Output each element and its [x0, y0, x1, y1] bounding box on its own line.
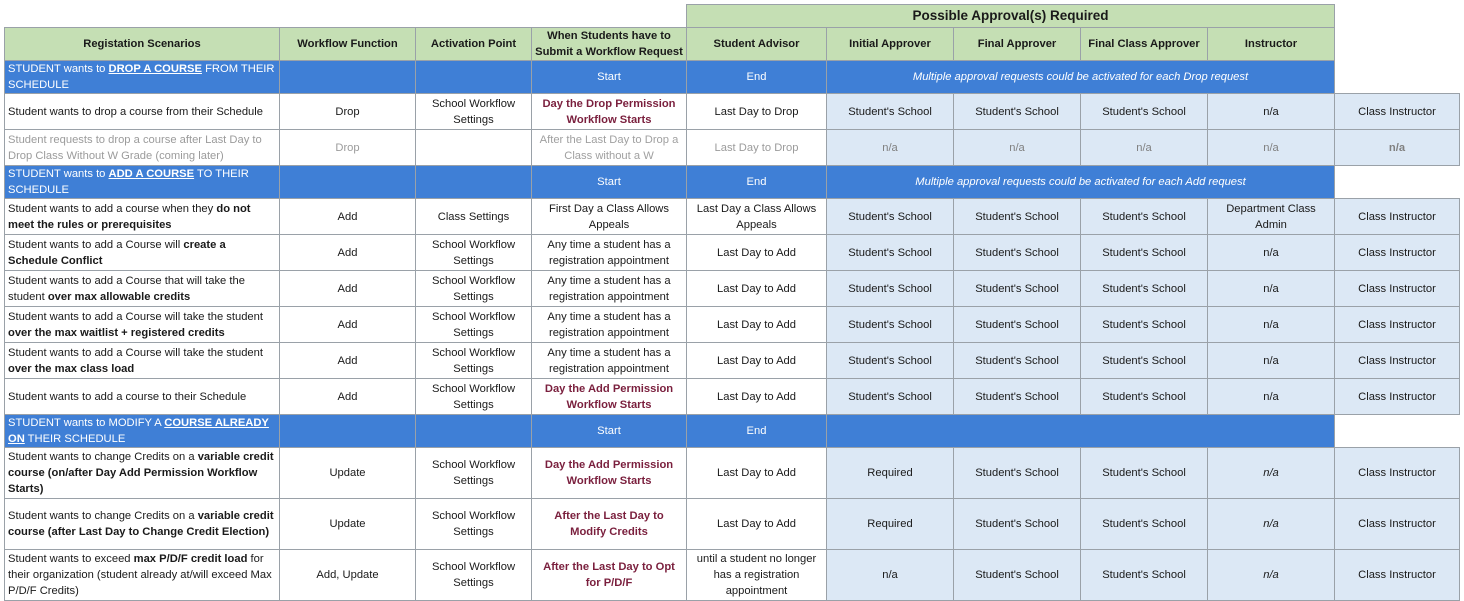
instructor-cell: Class Instructor — [1335, 550, 1460, 601]
section-drop — [5, 61, 1460, 94]
start-cell: After the Last Day to Opt for P/D/F — [532, 550, 687, 601]
scenario-cell: Student wants to add a Course that will take the student over max allowable credits — [5, 271, 280, 307]
advisor-cell: n/a — [827, 130, 954, 166]
end-cell: Last Day a Class Allows Appeals — [687, 199, 827, 235]
activation-cell — [416, 130, 532, 166]
activation-cell: School Workflow Settings — [416, 307, 532, 343]
table-row — [5, 499, 1460, 550]
start-cell: Any time a student has a registration appointment — [532, 343, 687, 379]
col-header-advisor: Student Advisor — [687, 28, 827, 61]
advisor-cell: Required — [827, 499, 954, 550]
advisor-cell: Student's School — [827, 379, 954, 415]
end-cell: Last Day to Add — [687, 499, 827, 550]
table-row — [5, 343, 1460, 379]
final-approver-cell: Student's School — [1081, 499, 1208, 550]
col-header-when: When Students have to Submit a Workflow Request — [532, 28, 687, 61]
scenario-cell: Student wants to exceed max P/D/F credit load for their organization (student already at/will exceed Max P/D/F Credits) — [5, 550, 280, 601]
table-row — [5, 307, 1460, 343]
start-cell: Any time a student has a registration appointment — [532, 271, 687, 307]
table-row — [5, 379, 1460, 415]
final-class-approver-cell: n/a — [1208, 307, 1335, 343]
end-cell: Last Day to Add — [687, 307, 827, 343]
start-label: Start — [532, 61, 687, 94]
end-cell: Last Day to Add — [687, 379, 827, 415]
title-row — [5, 5, 1460, 28]
scenario-cell: Student wants to drop a course from their Schedule — [5, 94, 280, 130]
activation-cell: School Workflow Settings — [416, 235, 532, 271]
table-row — [5, 271, 1460, 307]
function-cell: Add — [280, 199, 416, 235]
function-cell: Add — [280, 235, 416, 271]
col-header-scenario: Registation Scenarios — [5, 28, 280, 61]
start-label: Start — [532, 166, 687, 199]
start-cell: Day the Add Permission Workflow Starts — [532, 379, 687, 415]
instructor-cell: Class Instructor — [1335, 343, 1460, 379]
initial-approver-cell: Student's School — [954, 271, 1081, 307]
section-note: Multiple approval requests could be activated for each Drop request — [827, 61, 1335, 94]
instructor-cell: Class Instructor — [1335, 379, 1460, 415]
end-label: End — [687, 166, 827, 199]
start-cell: Day the Drop Permission Workflow Starts — [532, 94, 687, 130]
function-cell: Add — [280, 271, 416, 307]
start-cell: First Day a Class Allows Appeals — [532, 199, 687, 235]
initial-approver-cell: Student's School — [954, 94, 1081, 130]
function-cell: Add, Update — [280, 550, 416, 601]
final-approver-cell: n/a — [1081, 130, 1208, 166]
section-title: STUDENT wants to MODIFY A COURSE ALREADY ON THEIR SCHEDULE — [5, 415, 280, 448]
advisor-cell: Student's School — [827, 94, 954, 130]
advisor-cell: n/a — [827, 550, 954, 601]
final-approver-cell: Student's School — [1081, 379, 1208, 415]
end-cell: Last Day to Add — [687, 343, 827, 379]
section-title: STUDENT wants to DROP A COURSE FROM THEIR SCHEDULE — [5, 61, 280, 94]
instructor-cell: Class Instructor — [1335, 94, 1460, 130]
col-header-function: Workflow Function — [280, 28, 416, 61]
start-cell: After the Last Day to Drop a Class without a W — [532, 130, 687, 166]
activation-cell: School Workflow Settings — [416, 448, 532, 499]
scenario-cell: Student wants to add a Course will take the student over the max class load — [5, 343, 280, 379]
final-approver-cell: Student's School — [1081, 271, 1208, 307]
instructor-cell: Class Instructor — [1335, 307, 1460, 343]
start-label: Start — [532, 415, 687, 448]
final-approver-cell: Student's School — [1081, 235, 1208, 271]
initial-approver-cell: Student's School — [954, 499, 1081, 550]
final-class-approver-cell: n/a — [1208, 235, 1335, 271]
function-cell: Add — [280, 343, 416, 379]
initial-approver-cell: Student's School — [954, 448, 1081, 499]
advisor-cell: Student's School — [827, 199, 954, 235]
instructor-cell: Class Instructor — [1335, 199, 1460, 235]
activation-cell: School Workflow Settings — [416, 379, 532, 415]
activation-cell: School Workflow Settings — [416, 94, 532, 130]
table-row — [5, 94, 1460, 130]
advisor-cell: Student's School — [827, 343, 954, 379]
activation-cell: School Workflow Settings — [416, 550, 532, 601]
col-header-instructor: Instructor — [1208, 28, 1335, 61]
initial-approver-cell: Student's School — [954, 550, 1081, 601]
start-cell: Day the Add Permission Workflow Starts — [532, 448, 687, 499]
end-cell: until a student no longer has a registration appointment — [687, 550, 827, 601]
table-row — [5, 199, 1460, 235]
table-row — [5, 550, 1460, 601]
table-row — [5, 130, 1460, 166]
approval-title: Possible Approval(s) Required — [687, 5, 1335, 28]
function-cell: Add — [280, 379, 416, 415]
table-row — [5, 448, 1460, 499]
table-row — [5, 235, 1460, 271]
function-cell: Drop — [280, 130, 416, 166]
advisor-cell: Student's School — [827, 235, 954, 271]
col-header-initial: Initial Approver — [827, 28, 954, 61]
end-label: End — [687, 415, 827, 448]
final-class-approver-cell: Department Class Admin — [1208, 199, 1335, 235]
advisor-cell: Student's School — [827, 307, 954, 343]
initial-approver-cell: Student's School — [954, 379, 1081, 415]
final-class-approver-cell: n/a — [1208, 379, 1335, 415]
initial-approver-cell: Student's School — [954, 199, 1081, 235]
final-approver-cell: Student's School — [1081, 550, 1208, 601]
instructor-cell: Class Instructor — [1335, 499, 1460, 550]
activation-cell: School Workflow Settings — [416, 499, 532, 550]
initial-approver-cell: n/a — [954, 130, 1081, 166]
activation-cell: School Workflow Settings — [416, 343, 532, 379]
final-class-approver-cell: n/a — [1208, 130, 1335, 166]
end-cell: Last Day to Add — [687, 235, 827, 271]
end-cell: Last Day to Drop — [687, 130, 827, 166]
advisor-cell: Student's School — [827, 271, 954, 307]
section-modify — [5, 415, 1460, 448]
final-class-approver-cell: n/a — [1208, 550, 1335, 601]
function-cell: Update — [280, 499, 416, 550]
section-add — [5, 166, 1460, 199]
end-label: End — [687, 61, 827, 94]
final-approver-cell: Student's School — [1081, 343, 1208, 379]
section-note: Multiple approval requests could be activated for each Add request — [827, 166, 1335, 199]
activation-cell: Class Settings — [416, 199, 532, 235]
scenario-cell: Student wants to add a course when they do not meet the rules or prerequisites — [5, 199, 280, 235]
instructor-cell: n/a — [1335, 130, 1460, 166]
scenario-cell: Student wants to add a Course will create a Schedule Conflict — [5, 235, 280, 271]
final-class-approver-cell: n/a — [1208, 448, 1335, 499]
start-cell: After the Last Day to Modify Credits — [532, 499, 687, 550]
scenario-cell: Student wants to add a Course will take the student over the max waitlist + registered credits — [5, 307, 280, 343]
final-approver-cell: Student's School — [1081, 199, 1208, 235]
activation-cell: School Workflow Settings — [416, 271, 532, 307]
final-approver-cell: Student's School — [1081, 307, 1208, 343]
initial-approver-cell: Student's School — [954, 235, 1081, 271]
approval-table — [4, 4, 1460, 601]
scenario-cell: Student wants to change Credits on a variable credit course (after Last Day to Change Credit Election) — [5, 499, 280, 550]
scenario-cell: Student wants to change Credits on a variable credit course (on/after Day Add Permission Workflow Starts) — [5, 448, 280, 499]
function-cell: Drop — [280, 94, 416, 130]
advisor-cell: Required — [827, 448, 954, 499]
col-header-final-class: Final Class Approver — [1081, 28, 1208, 61]
function-cell: Update — [280, 448, 416, 499]
final-approver-cell: Student's School — [1081, 94, 1208, 130]
instructor-cell: Class Instructor — [1335, 271, 1460, 307]
final-approver-cell: Student's School — [1081, 448, 1208, 499]
final-class-approver-cell: n/a — [1208, 343, 1335, 379]
final-class-approver-cell: n/a — [1208, 271, 1335, 307]
scenario-cell: Student wants to add a course to their Schedule — [5, 379, 280, 415]
end-cell: Last Day to Drop — [687, 94, 827, 130]
scenario-cell: Student requests to drop a course after Last Day to Drop Class Without W Grade (coming later) — [5, 130, 280, 166]
section-title: STUDENT wants to ADD A COURSE TO THEIR SCHEDULE — [5, 166, 280, 199]
final-class-approver-cell: n/a — [1208, 499, 1335, 550]
initial-approver-cell: Student's School — [954, 343, 1081, 379]
instructor-cell: Class Instructor — [1335, 235, 1460, 271]
col-header-final: Final Approver — [954, 28, 1081, 61]
header-row — [5, 28, 1460, 61]
start-cell: Any time a student has a registration appointment — [532, 307, 687, 343]
end-cell: Last Day to Add — [687, 271, 827, 307]
instructor-cell: Class Instructor — [1335, 448, 1460, 499]
start-cell: Any time a student has a registration appointment — [532, 235, 687, 271]
initial-approver-cell: Student's School — [954, 307, 1081, 343]
end-cell: Last Day to Add — [687, 448, 827, 499]
function-cell: Add — [280, 307, 416, 343]
col-header-activation: Activation Point — [416, 28, 532, 61]
final-class-approver-cell: n/a — [1208, 94, 1335, 130]
